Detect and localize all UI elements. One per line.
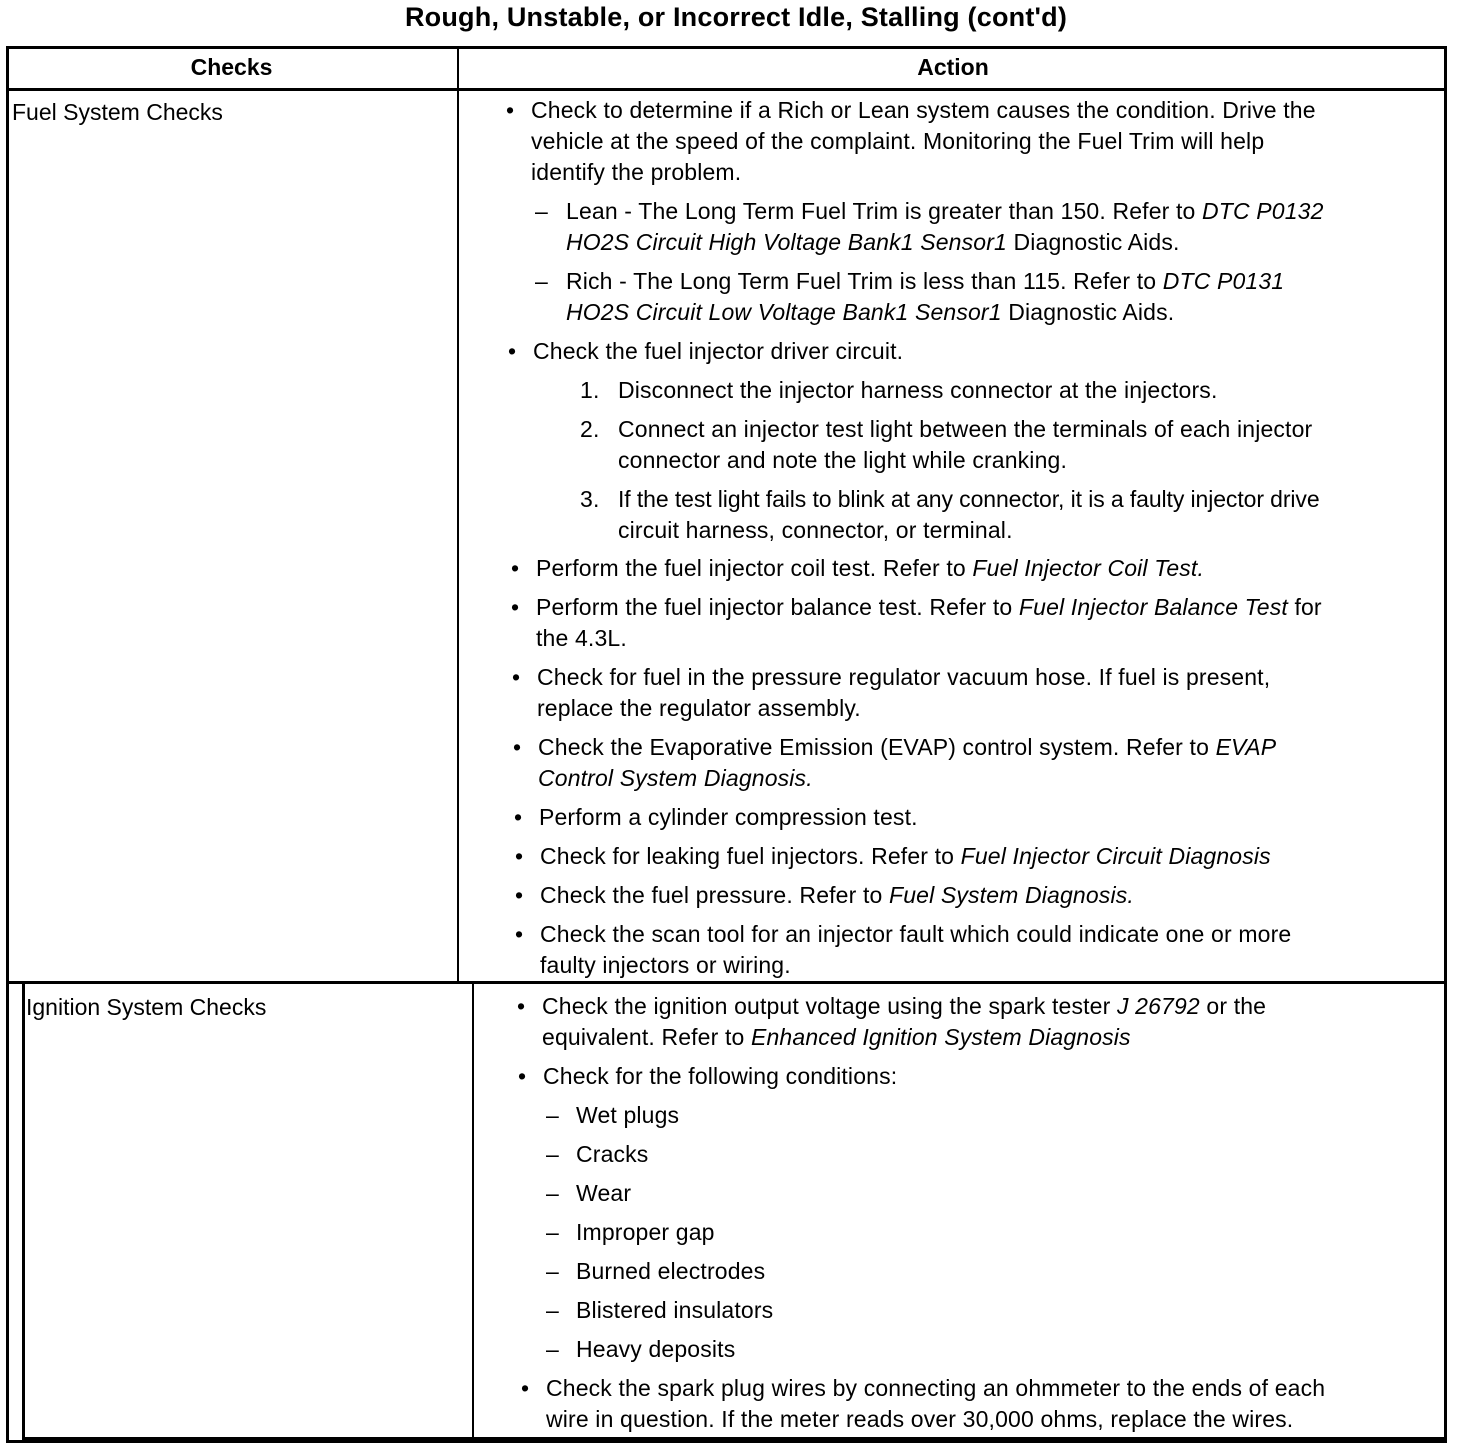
item-reference: Fuel System Diagnosis. [889, 882, 1134, 908]
dash-marker: – [546, 1219, 559, 1245]
list-item [508, 553, 1438, 584]
list-item [546, 1256, 765, 1287]
bullet-marker: • [508, 338, 517, 364]
item-text: Heavy deposits [576, 1336, 736, 1362]
item-text: Check the Evaporative Emission (EVAP) control system. Refer to [538, 734, 1216, 760]
list-item [535, 266, 1435, 328]
item-text: Wear [576, 1180, 632, 1206]
list-item [515, 1061, 1440, 1092]
item-text: vehicle at the speed of the complaint. Monitoring the Fuel Trim will help [531, 128, 1265, 154]
list-item [518, 1373, 1443, 1435]
item-text: Diagnostic Aids. [1001, 299, 1175, 325]
check-ignition-system: Ignition System Checks [26, 994, 267, 1020]
item-text: Check the fuel pressure. Refer to [540, 882, 889, 908]
list-item [535, 196, 1435, 258]
list-item [511, 802, 1441, 833]
item-line [542, 1022, 1439, 1053]
item-text: Lean - The Long Term Fuel Trim is greater than 150. Refer to [566, 198, 1203, 224]
item-reference: Fuel Injector Circuit Diagnosis [960, 843, 1271, 869]
item-text: for [1287, 594, 1322, 620]
bullet-marker: • [511, 594, 520, 620]
check-fuel-system: Fuel System Checks [12, 99, 223, 125]
item-text: Check the ignition output voltage using the spark tester [542, 993, 1117, 1019]
item-text: the 4.3L. [536, 625, 627, 651]
list-item [546, 1217, 715, 1248]
item-text: Connect an injector test light between the terminals of each injector [618, 416, 1313, 442]
header-divider [6, 88, 1447, 91]
item-line [540, 880, 1442, 911]
bullet-marker: • [514, 804, 523, 830]
column-divider-lower [472, 984, 474, 1443]
dash-marker: – [546, 1258, 559, 1284]
dash-marker: – [546, 1336, 559, 1362]
item-text: Check for fuel in the pressure regulator vacuum hose. If fuel is present, [537, 664, 1271, 690]
item-reference: Control System Diagnosis. [538, 765, 813, 791]
item-text: Improper gap [576, 1219, 715, 1245]
list-item [546, 1295, 773, 1326]
bullet-marker: • [517, 993, 526, 1019]
item-text: equivalent. Refer to [542, 1024, 751, 1050]
bullet-marker: • [518, 1063, 527, 1089]
row2-left-border [22, 984, 25, 1443]
item-text: Burned electrodes [576, 1258, 766, 1284]
item-text: Check the scan tool for an injector fault which could indicate one or more [540, 921, 1292, 947]
item-line [536, 553, 1438, 584]
item-text: Cracks [576, 1141, 649, 1167]
item-text: Check the spark plug wires by connecting an ohmmeter to the ends of each [546, 1375, 1326, 1401]
bullet-marker: • [506, 97, 515, 123]
list-item [546, 1100, 679, 1131]
item-text: Perform the fuel injector balance test. Refer to [536, 594, 1019, 620]
item-reference: Fuel Injector Balance Test [1018, 594, 1288, 620]
list-item [546, 1334, 735, 1365]
list-item [580, 484, 1440, 546]
item-reference: HO2S Circuit High Voltage Bank1 Sensor1 [566, 229, 1007, 255]
item-text: Check for the following conditions: [543, 1063, 898, 1089]
item-text: Check the fuel injector driver circuit. [533, 338, 904, 364]
bullet-marker: • [515, 921, 524, 947]
item-text: Check to determine if a Rich or Lean system causes the condition. Drive the [531, 97, 1316, 123]
row-divider [6, 981, 1447, 984]
list-item [580, 414, 1440, 476]
item-reference: Fuel Injector Coil Test. [972, 555, 1204, 581]
item-reference: DTC P0132 [1202, 198, 1324, 224]
list-item [514, 991, 1439, 1053]
dash-marker: – [546, 1180, 559, 1206]
column-divider [457, 46, 459, 984]
item-text: Perform the fuel injector coil test. Refer to [536, 555, 973, 581]
item-line [536, 592, 1438, 623]
item-text: connector and note the light while cranking. [618, 447, 1067, 473]
item-reference: EVAP [1215, 734, 1277, 760]
item-text: or the [1199, 993, 1267, 1019]
item-text: Perform a cylinder compression test. [539, 804, 918, 830]
item-line [566, 196, 1435, 227]
list-item [546, 1139, 648, 1170]
dash-marker: – [546, 1102, 559, 1128]
row2-bottom-border [22, 1437, 1447, 1440]
list-item [510, 732, 1440, 794]
item-line [540, 841, 1442, 872]
list-item [546, 1178, 631, 1209]
item-text: Disconnect the injector harness connector at the injectors. [618, 377, 1218, 403]
bullet-marker: • [512, 664, 521, 690]
item-reference: HO2S Circuit Low Voltage Bank1 Sensor1 [566, 299, 1002, 325]
number-marker: 2. [580, 416, 600, 442]
item-reference: DTC P0131 [1162, 268, 1285, 294]
item-line [566, 266, 1435, 297]
item-text: wire in question. If the meter reads over 30,000 ohms, replace the wires. [546, 1406, 1294, 1432]
dash-marker: – [535, 198, 548, 224]
item-line [542, 991, 1439, 1022]
dash-marker: – [546, 1297, 559, 1323]
item-text: Diagnostic Aids. [1006, 229, 1180, 255]
list-item [580, 375, 1440, 406]
item-reference: Enhanced Ignition System Diagnosis [751, 1024, 1131, 1050]
item-text: identify the problem. [531, 159, 742, 185]
item-line [566, 227, 1435, 258]
list-item [508, 592, 1438, 654]
bullet-marker: • [515, 843, 524, 869]
bullet-marker: • [515, 882, 524, 908]
column-header-action: Action [917, 54, 989, 80]
item-text: Check for leaking fuel injectors. Refer to [540, 843, 961, 869]
list-item [505, 336, 1435, 367]
item-reference: J 26792 [1116, 993, 1200, 1019]
item-text: Wet plugs [576, 1102, 680, 1128]
number-marker: 1. [580, 377, 600, 403]
dash-marker: – [535, 268, 548, 294]
list-item [512, 919, 1442, 981]
item-text: If the test light fails to blink at any connector, it is a faulty injector drive [618, 486, 1320, 512]
item-text: Rich - The Long Term Fuel Trim is less than 115. Refer to [566, 268, 1163, 294]
dash-marker: – [546, 1141, 559, 1167]
list-item [512, 841, 1442, 872]
list-item [503, 95, 1443, 188]
item-text: faulty injectors or wiring. [540, 952, 791, 978]
bullet-marker: • [513, 734, 522, 760]
list-item [512, 880, 1442, 911]
column-header-checks: Checks [190, 54, 273, 80]
item-text: Blistered insulators [576, 1297, 774, 1323]
page-title: Rough, Unstable, or Incorrect Idle, Stalling (cont'd) [404, 2, 1068, 32]
bullet-marker: • [521, 1375, 530, 1401]
item-line [538, 732, 1440, 763]
item-line [566, 297, 1435, 328]
list-item [509, 662, 1439, 724]
number-marker: 3. [580, 486, 600, 512]
item-text: circuit harness, connector, or terminal. [618, 517, 1013, 543]
item-text: replace the regulator assembly. [537, 695, 861, 721]
bullet-marker: • [511, 555, 520, 581]
